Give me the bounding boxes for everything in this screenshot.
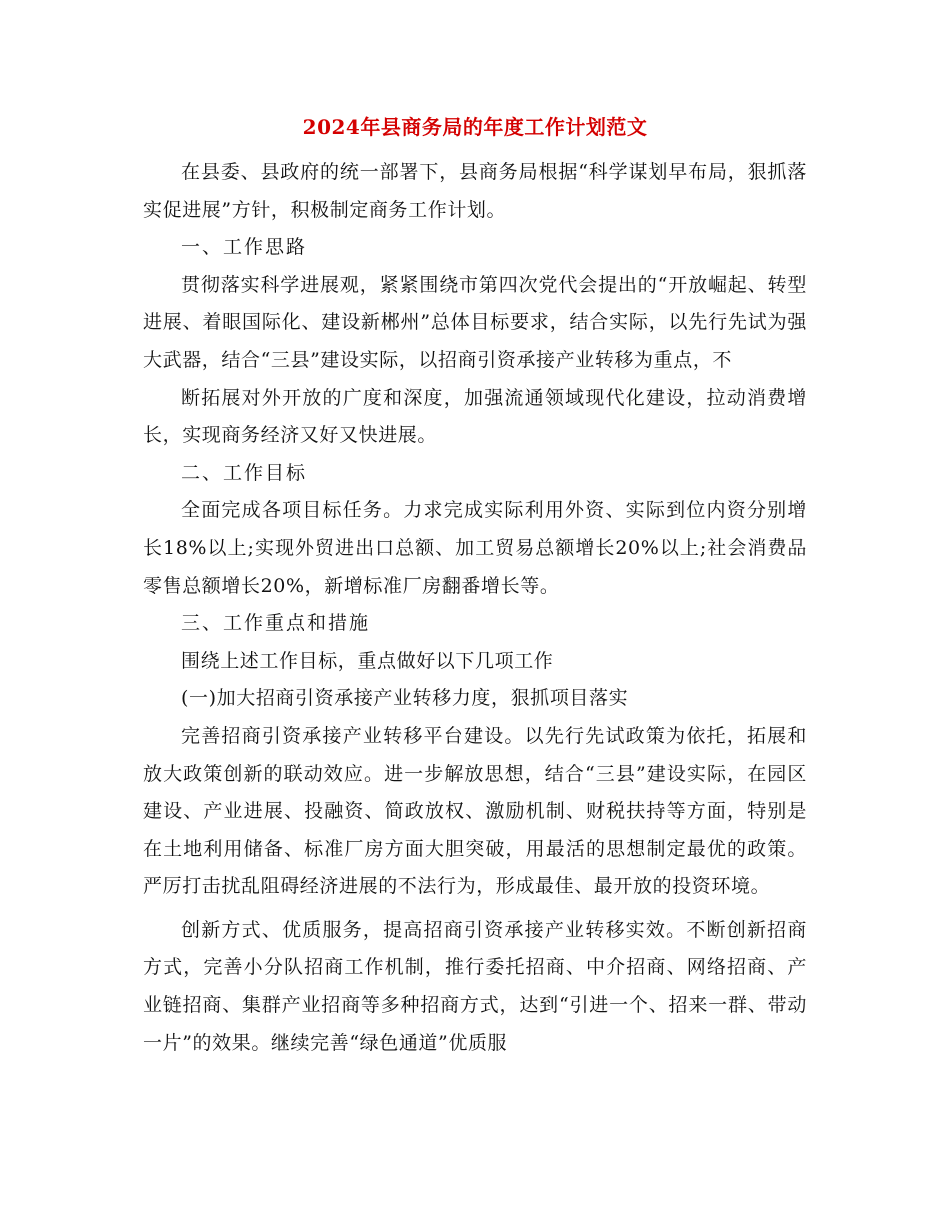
body-paragraph: 创新方式、优质服务，提高招商引资承接产业转移实效。不断创新招商方式，完善小分队招商工作机制，推行委托招商、中介招商、网络招商、产业链招商、集群产业招商等多种招商方式，达到“引进一个、招来一群、带动一片”的效果。继续完善“绿色通道”优质服 — [143, 918, 807, 1054]
body-paragraph: 断拓展对外开放的广度和深度，加强流通领域现代化建设，拉动消费增长，实现商务经济又好又快进展。 — [143, 386, 807, 447]
section-heading-1: 一、工作思路 — [181, 236, 308, 259]
body-paragraph: 全面完成各项目标任务。力求完成实际利用外资、实际到位内资分别增长18%以上;实现外贸进出口总额、加工贸易总额增长20%以上;社会消费品零售总额增长20%，新增标准厂房翻番增长等。 — [143, 499, 807, 597]
body-paragraph: 完善招商引资承接产业转移平台建设。以先行先试政策为依托，拓展和放大政策创新的联动效应。进一步解放思想，结合“三县”建设实际，在园区建设、产业进展、投融资、简政放权、激励机制、财税扶持等方面，特别是在土地利用储备、标准厂房方面大胆突破，用最活的思想制定最优的政策。严厉打击扰乱阻碍经济进展的不法行为，形成最佳、最开放的投资环境。 — [143, 724, 807, 898]
body-paragraph: 贯彻落实科学进展观，紧紧围绕市第四次党代会提出的“开放崛起、转型进展、着眼国际化、建设新郴州”总体目标要求，结合实际，以先行先试为强大武器，结合“三县”建设实际，以招商引资承接产业转移为重点，不 — [143, 273, 807, 371]
section-heading-2: 二、工作目标 — [181, 461, 308, 484]
intro-paragraph: 在县委、县政府的统一部署下，县商务局根据“科学谋划早布局，狠抓落实促进展”方针，积极制定商务工作计划。 — [143, 161, 807, 221]
subsection-heading-1: (一)加大招商引资承接产业转移力度，狠抓项目落实 — [181, 687, 629, 710]
document-page — [143, 112, 807, 1062]
body-paragraph: 围绕上述工作目标，重点做好以下几项工作 — [181, 649, 554, 672]
section-heading-3: 三、工作重点和措施 — [181, 612, 371, 635]
document-title: 2024年县商务局的年度工作计划范文 — [302, 115, 648, 139]
